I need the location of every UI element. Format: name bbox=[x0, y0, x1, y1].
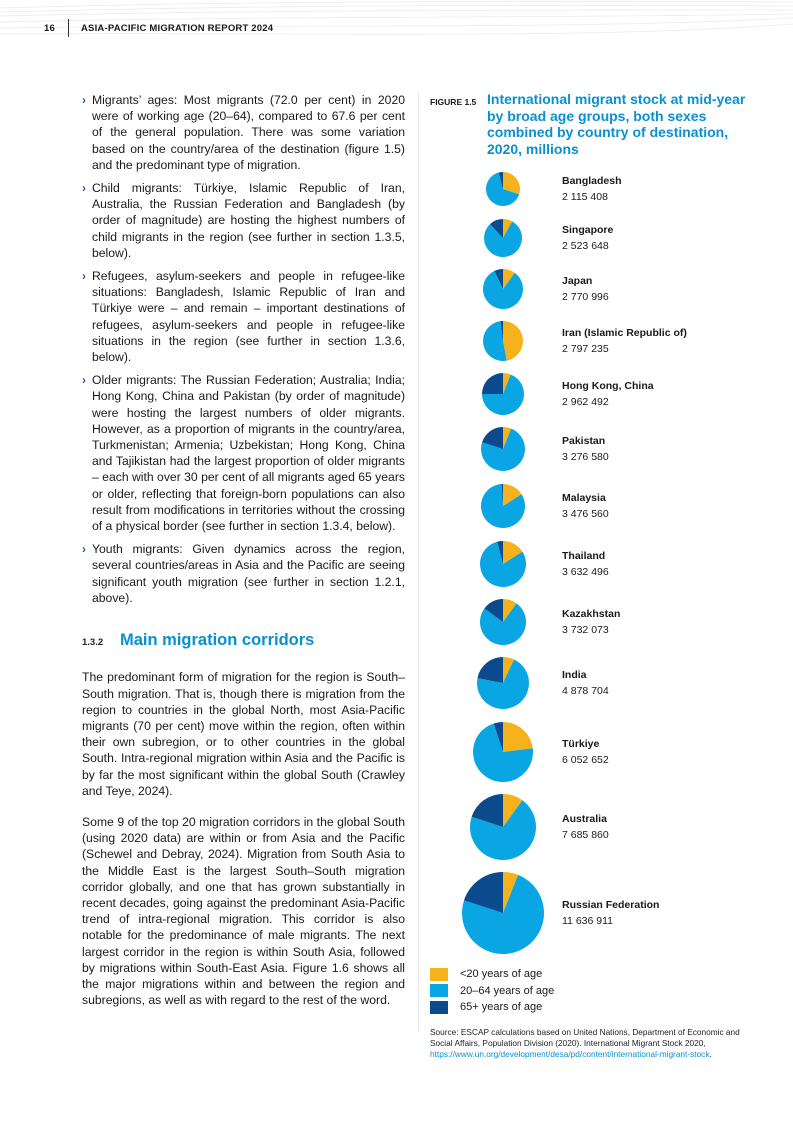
pie-bangladesh bbox=[486, 172, 520, 206]
chart-legend bbox=[430, 966, 554, 1016]
pie-slice bbox=[499, 172, 503, 189]
pie-india bbox=[477, 657, 529, 709]
left-column bbox=[82, 92, 405, 1023]
pie-slice bbox=[482, 374, 524, 415]
legend-swatch-under-20 bbox=[430, 968, 448, 981]
pie-iran-islamic-republic-of- bbox=[483, 321, 523, 361]
section-title: Main migration corridors bbox=[120, 631, 315, 650]
pie-slice bbox=[503, 219, 512, 238]
country-name: Australia bbox=[562, 813, 607, 825]
pie-kazakhstan bbox=[480, 599, 526, 645]
body-paragraph: Some 9 of the top 20 migration corridors in the global South (using 2020 data) are within or from Asia and the Pacific (Schewel and Debray, 2024). Migration from South Asia to the Middle East is the largest South–South migration corridor globally, and one that has grown substantially in recent decades, going against the predominant Asia-Pacific trend of intra-regional migration. This corridor is also notable for the predominance of male migrants. The next largest corridor in the region is within South Asia, followed by migrations within South-East Asia. Figure 1.6 shows all the major migrations within and between the region and subregions, as well as with regard to the rest of the word. bbox=[82, 814, 405, 1008]
pie-slice bbox=[477, 657, 503, 683]
country-total: 2 115 408 bbox=[562, 191, 608, 203]
pie-hong-kong-china bbox=[482, 373, 524, 415]
country-total: 11 636 911 bbox=[562, 915, 613, 927]
pie-slice bbox=[503, 872, 518, 913]
country-total: 7 685 860 bbox=[562, 829, 609, 841]
bullet-text: Youth migrants: Given dynamics across the region, several countries/areas in Asia and the Pacific are seeing significant youth migration (see further in section 1.2.1, above). bbox=[92, 542, 405, 605]
pie-malaysia bbox=[481, 484, 525, 528]
section-heading bbox=[82, 632, 405, 651]
country-total: 4 878 704 bbox=[562, 685, 609, 697]
pie-slice bbox=[503, 657, 514, 683]
country-name: Bangladesh bbox=[562, 175, 622, 187]
source-link[interactable]: https://www.un.org/development/desa/pd/content/international-migrant-stock bbox=[430, 1048, 710, 1059]
country-name: Hong Kong, China bbox=[562, 380, 654, 392]
bullet-text: Child migrants: Türkiye, Islamic Republic of Iran, Australia, the Russian Federation and Bangladesh (by order of magnitude) are hosting the highest numbers of child migrants in the region (see further in section 1.3.5, below). bbox=[92, 181, 405, 260]
pie-slice bbox=[483, 271, 523, 309]
bullet-item bbox=[82, 268, 405, 365]
country-label bbox=[562, 736, 609, 768]
pie-slice bbox=[486, 173, 519, 206]
pie-slice bbox=[482, 373, 503, 394]
pie-slice bbox=[480, 542, 526, 587]
legend-label: <20 years of age bbox=[460, 968, 543, 981]
pie-russian-federation bbox=[462, 872, 544, 954]
running-header bbox=[44, 18, 273, 38]
legend-label: 65+ years of age bbox=[460, 1001, 543, 1014]
country-name: Russian Federation bbox=[562, 899, 660, 911]
header-separator bbox=[68, 19, 69, 37]
legend-item bbox=[430, 983, 554, 1000]
pie-slice bbox=[497, 541, 503, 564]
country-name: Malaysia bbox=[562, 492, 606, 504]
country-name: India bbox=[562, 669, 587, 681]
pie-slice bbox=[494, 722, 503, 752]
chevron-right-icon: › bbox=[82, 542, 86, 557]
source-text: Source: ESCAP calculations based on United Nations, Department of Economic and Social Affairs, Population Division (2020). International Migrant Stock 2020, bbox=[430, 1027, 740, 1048]
pie-slice bbox=[490, 219, 503, 238]
country-label bbox=[562, 325, 687, 357]
country-label bbox=[562, 378, 654, 410]
section-number: 1.3.2 bbox=[82, 637, 104, 649]
figure-label: FIGURE 1.5 bbox=[430, 97, 477, 107]
pie-slice bbox=[503, 794, 522, 827]
pie-slice bbox=[503, 599, 517, 622]
country-total: 2 523 648 bbox=[562, 240, 609, 252]
country-label bbox=[562, 222, 613, 254]
pie-thailand bbox=[480, 541, 526, 587]
bullet-text: Migrants’ ages: Most migrants (72.0 per cent) in 2020 were of working age (20–64), compared to 67.6 per cent of the general population. There was some variation based on the country/area of the destination (figure 1.5) and the predominant type of migration. bbox=[92, 93, 405, 172]
pie-japan bbox=[483, 269, 523, 309]
bullet-item bbox=[82, 180, 405, 261]
country-label bbox=[562, 273, 609, 305]
figure-source bbox=[430, 1027, 760, 1059]
pie-slice bbox=[464, 872, 503, 913]
country-label bbox=[562, 897, 659, 929]
country-total: 3 276 580 bbox=[562, 451, 609, 463]
bullet-text: Older migrants: The Russian Federation; Australia; India; Hong Kong, China and Pakistan (by order of magnitude) were hosting the largest numbers of older migrants. However, as a proportion of migrants in the country/area, Turkmenistan; Armenia; Uzbekistan; Hong Kong, China and Tajikistan had the largest proportion of older migrants – each with over 30 per cent of all migrants aged 65 years or older, reflecting that foreign-born populations can also result from modifications in territories without the crossing of a physical border (see further in section 1.3.4, below). bbox=[92, 373, 405, 534]
pie-slice bbox=[470, 800, 536, 860]
chevron-right-icon: › bbox=[82, 269, 86, 284]
pie-slice bbox=[484, 221, 522, 257]
legend-item bbox=[430, 999, 554, 1016]
bullet-item bbox=[82, 92, 405, 173]
pie-slice bbox=[503, 321, 523, 361]
country-total: 3 476 560 bbox=[562, 508, 609, 520]
pie-singapore bbox=[484, 219, 522, 257]
pie-slice bbox=[481, 484, 525, 528]
pie-slice bbox=[481, 429, 525, 471]
pie-slice bbox=[472, 794, 503, 827]
legend-label: 20–64 years of age bbox=[460, 984, 555, 997]
bullet-text: Refugees, asylum-seekers and people in refugee-like situations: Bangladesh, Islamic Republic of Iran and Türkiye were – and remain – important destinations of refugees, asylum-seekers and people in refugee-like situations in the region (see further in section 1.3.6, below). bbox=[92, 269, 405, 365]
country-name: Thailand bbox=[562, 550, 606, 562]
country-name: Singapore bbox=[562, 224, 614, 236]
pie-slice bbox=[462, 875, 544, 954]
legend-swatch-20-64 bbox=[430, 984, 448, 997]
country-name: Japan bbox=[562, 275, 593, 287]
country-total: 3 632 496 bbox=[562, 566, 609, 578]
pie-australia bbox=[470, 794, 536, 860]
country-total: 6 052 652 bbox=[562, 754, 609, 766]
pie-slice bbox=[484, 599, 503, 622]
pie-slice bbox=[483, 321, 507, 361]
chevron-right-icon: › bbox=[82, 181, 86, 196]
figure-title: International migrant stock at mid-year by broad age groups, both sexes combined by country of destination, 2020, millions bbox=[487, 91, 746, 157]
pie-slice bbox=[480, 603, 526, 645]
pie-slice bbox=[473, 723, 533, 782]
pie-slice bbox=[503, 722, 533, 752]
country-total: 2 962 492 bbox=[562, 396, 609, 408]
chevron-right-icon: › bbox=[82, 93, 86, 107]
country-name: Pakistan bbox=[562, 435, 606, 447]
bullet-item bbox=[82, 541, 405, 606]
page-number: 16 bbox=[44, 22, 55, 34]
chevron-right-icon: › bbox=[82, 373, 86, 388]
pie-slice bbox=[503, 427, 511, 449]
pie-slice bbox=[502, 484, 503, 506]
country-name: Kazakhstan bbox=[562, 608, 621, 620]
country-label bbox=[562, 548, 609, 580]
pie-slice bbox=[500, 321, 503, 341]
country-total: 2 797 235 bbox=[562, 343, 609, 355]
pie-pakistan bbox=[481, 427, 525, 471]
pie-slice bbox=[503, 172, 520, 194]
pie-slice bbox=[503, 269, 515, 289]
country-label bbox=[562, 173, 622, 205]
country-label bbox=[562, 811, 609, 843]
legend-item bbox=[430, 966, 554, 983]
bullet-item bbox=[82, 372, 405, 534]
country-label bbox=[562, 490, 609, 522]
country-label bbox=[562, 606, 620, 638]
pie-slice bbox=[482, 427, 503, 449]
pie-t-rkiye bbox=[473, 722, 533, 782]
country-name: Iran (Islamic Republic of) bbox=[562, 327, 687, 339]
running-title: ASIA-PACIFIC MIGRATION REPORT 2024 bbox=[81, 22, 274, 34]
pie-slice bbox=[503, 484, 522, 506]
body-paragraph: The predominant form of migration for the region is South–South migration. That is, though there is migration from the region to countries in the global North, most Asia-Pacific migrants (70 per cent) move within the region, often within their own subregion, or to other countries in the global South. Intra-regional migration within Asia and the Pacific is by far the most significant within the global South (Crawley and Teye, 2024). bbox=[82, 670, 405, 798]
pie-slice bbox=[503, 541, 522, 564]
column-divider bbox=[418, 92, 419, 1032]
source-end: . bbox=[709, 1048, 712, 1059]
country-label bbox=[562, 667, 609, 699]
country-total: 2 770 996 bbox=[562, 291, 609, 303]
country-total: 3 732 073 bbox=[562, 624, 609, 636]
pie-slice bbox=[477, 659, 529, 709]
pie-slice bbox=[494, 269, 503, 289]
pie-slice bbox=[503, 373, 511, 394]
legend-swatch-65-plus bbox=[430, 1001, 448, 1014]
country-label bbox=[562, 433, 609, 465]
country-name: Türkiye bbox=[562, 738, 600, 750]
